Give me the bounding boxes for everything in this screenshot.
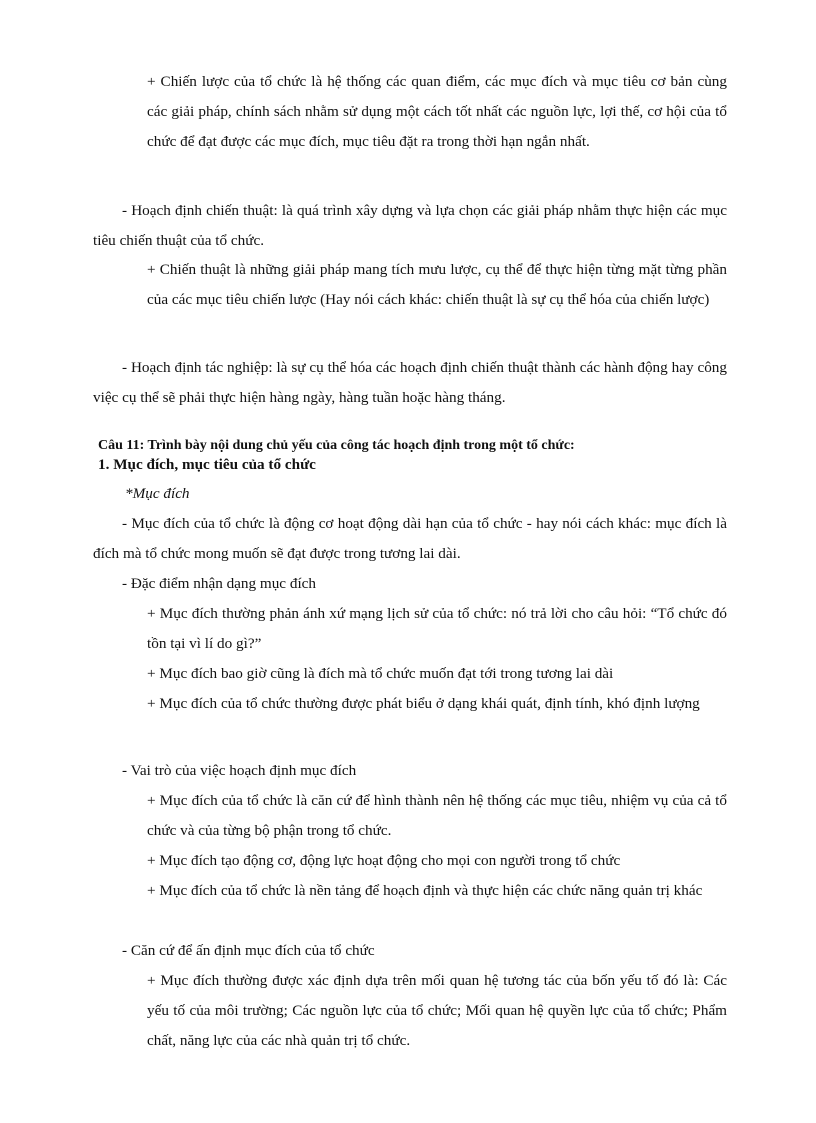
paragraph-purpose-definition: - Mục đích của tổ chức là động cơ hoạt động dài hạn của tổ chức - hay nói cách khác: mục đích là đích mà tổ chức mong muốn sẽ đạt được trong tương lai dài.: [93, 515, 727, 562]
section-heading: 1. Mục đích, mục tiêu của tổ chức: [98, 456, 316, 473]
subsection-purpose-label: *Mục đích: [125, 485, 190, 502]
paragraph-strategy-definition: + Chiến lược của tổ chức là hệ thống các quan điểm, các mục đích và mục tiêu cơ bản cùng các giải pháp, chính sách nhằm sử dụng một cách tốt nhất các nguồn lực, lợi thế, cơ hội của tổ chức để đạt được các mục đích, mục tiêu đặt ra trong thời hạn ngắn nhất.: [147, 73, 727, 150]
paragraph-tactical-planning: - Hoạch định chiến thuật: là quá trình xây dựng và lựa chọn các giải pháp nhằm thực hiện các mục tiêu chiến thuật của tổ chức.: [93, 202, 727, 249]
paragraph-role-motivation: + Mục đích tạo động cơ, động lực hoạt động cho mọi con người trong tổ chức: [147, 852, 621, 869]
paragraph-purpose-qualitative: + Mục đích của tổ chức thường được phát biểu ở dạng khái quát, định tính, khó định lượng: [147, 695, 700, 712]
paragraph-role-basis: + Mục đích của tổ chức là căn cứ để hình thành nên hệ thống các mục tiêu, nhiệm vụ của cả tổ chức và của từng bộ phận trong tổ chức.: [147, 792, 727, 839]
paragraph-basis-factors: + Mục đích thường được xác định dựa trên mối quan hệ tương tác của bốn yếu tố đó là: Các yếu tố của môi trường; Các nguồn lực của tổ chức; Mối quan hệ quyền lực của tổ chức; Phẩm chất, năng lực của các nhà quản trị tổ chức.: [147, 972, 727, 1049]
paragraph-purpose-mission: + Mục đích thường phản ánh xứ mạng lịch sử của tổ chức: nó trả lời cho câu hỏi: “Tổ chức đó tồn tại vì lí do gì?”: [147, 605, 727, 652]
paragraph-role-foundation: + Mục đích của tổ chức là nền tảng để hoạch định và thực hiện các chức năng quản trị khác: [147, 882, 703, 899]
bullet-purpose-characteristics: - Đặc điểm nhận dạng mục đích: [122, 575, 316, 592]
paragraph-operational-planning: - Hoạch định tác nghiệp: là sự cụ thể hóa các hoạch định chiến thuật thành các hành động hay công việc cụ thể sẽ phải thực hiện hàng ngày, hàng tuần hoặc hàng tháng.: [93, 359, 727, 406]
bullet-purpose-role: - Vai trò của việc hoạch định mục đích: [122, 762, 357, 779]
question-heading: Câu 11: Trình bày nội dung chủ yếu của công tác hoạch định trong một tổ chức:: [98, 438, 575, 453]
paragraph-tactics-definition: + Chiến thuật là những giải pháp mang tích mưu lược, cụ thể để thực hiện từng mặt từng phần của các mục tiêu chiến lược (Hay nói cách khác: chiến thuật là sự cụ thể hóa của chiến lược): [147, 261, 727, 308]
paragraph-purpose-long-term: + Mục đích bao giờ cũng là đích mà tổ chức muốn đạt tới trong tương lai dài: [147, 665, 614, 682]
bullet-purpose-basis: - Căn cứ để ấn định mục đích của tổ chức: [122, 942, 375, 959]
